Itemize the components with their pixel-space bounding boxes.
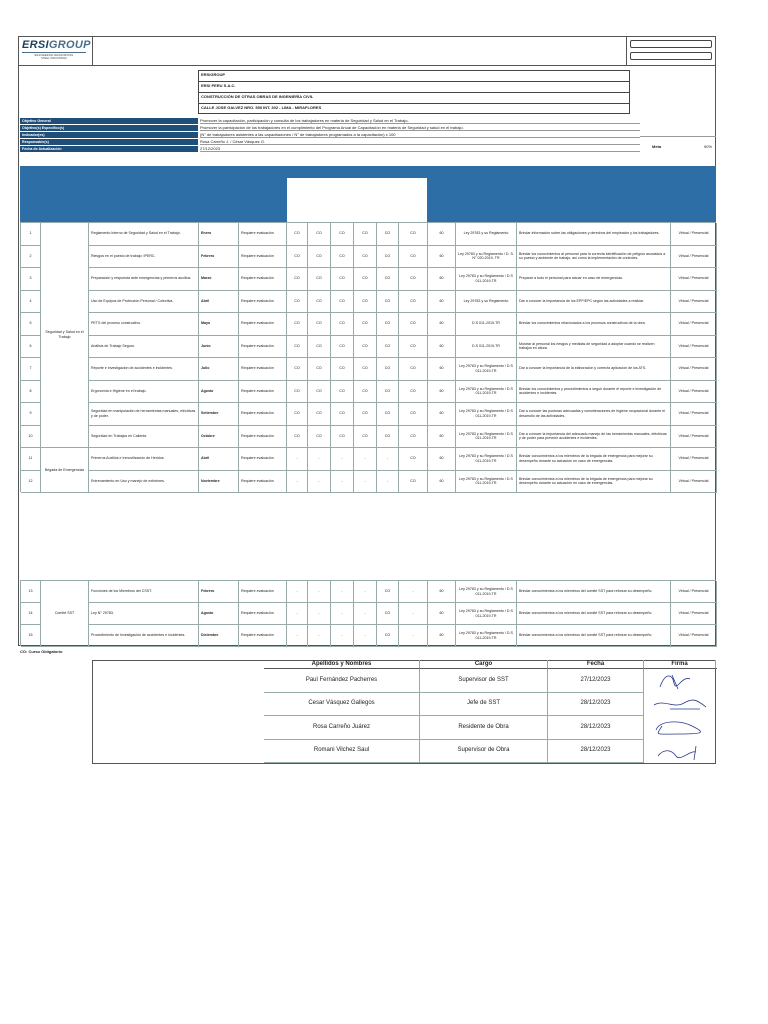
cell-obj: Mostrar al personal los riesgos y medidas de seguridad a adoptar cuando se realicen trabajos en altura. (517, 336, 671, 359)
cell-mode: Virtual / Presencial (671, 223, 717, 246)
cell-month: Noviembre (199, 471, 239, 494)
cell-c0: CO (287, 313, 308, 336)
cell-c4: CO (377, 426, 399, 449)
cell-c1: CO (308, 358, 331, 381)
cell-n: 3 (21, 268, 41, 291)
responsible-label: Responsable(s) (20, 139, 198, 145)
cell-law: Ley 29783 y su Reglamento / D.S 011-2019-TR (456, 426, 517, 449)
cell-c3: CO (354, 291, 377, 314)
cell-c5: CO (399, 223, 428, 246)
cell-eval: Requiere evaluación (239, 336, 287, 359)
cell-topic: PETS del proceso constructivo. (89, 313, 199, 336)
cell-law: Ley 29783 y su Reglamento / D.S 011-2019-TR (456, 268, 517, 291)
company-sep-1 (199, 81, 629, 82)
sig-date: 28/12/2023 (548, 693, 644, 717)
signature-rows (92, 660, 716, 764)
handwritten-signature (650, 742, 710, 762)
cell-law: Ley 29783 y su Reglamento / D.S 011-2019-TR (456, 358, 517, 381)
header-subcells (287, 178, 427, 222)
sig-role: Residente de Obra (420, 716, 548, 740)
cell-n: 11 (21, 448, 41, 471)
cell-c2: CO (331, 313, 354, 336)
cell-n: 2 (21, 246, 41, 269)
cell-n: 15 (21, 625, 41, 647)
cell-c3: CO (354, 246, 377, 269)
logo-brand-b: GROUP (48, 39, 91, 51)
cell-month: Diciembre (199, 625, 239, 647)
cell-topic: Reporte e investigación de accidentes e incidentes. (89, 358, 199, 381)
cell-min: 60 (428, 448, 456, 471)
cell-c1: - (308, 471, 331, 494)
company-line-2: ERSI PERU S.A.C. (201, 83, 236, 88)
cell-c2: CO (331, 336, 354, 359)
cell-law: Ley 29783 y su Reglamento / D.S 011-2019-TR (456, 603, 517, 625)
cell-c5: - (399, 581, 428, 603)
cell-c1: CO (308, 336, 331, 359)
cell-c0: - (287, 471, 308, 494)
cell-c5: CO (399, 403, 428, 426)
cell-c3: CO (354, 313, 377, 336)
cell-eval: Requiere evaluación (239, 246, 287, 269)
objective-general-label: Objetivo General (20, 118, 198, 124)
cell-month: Agosto (199, 603, 239, 625)
cell-law: D.S 011-2019-TR (456, 336, 517, 359)
cell-c0: CO (287, 426, 308, 449)
cell-eval: Requiere evaluación (239, 603, 287, 625)
cell-eval: Requiere evaluación (239, 426, 287, 449)
cell-c2: CO (331, 223, 354, 246)
cell-min: 60 (428, 471, 456, 494)
cell-obj: Brindar conocimientos a los miembros del comité SST para reforzar su desempeño. (517, 603, 671, 625)
cell-c3: CO (354, 336, 377, 359)
company-sep-2 (199, 92, 629, 93)
cell-topic: Procedimiento de Investigación de accidentes e incidentes. (89, 625, 199, 647)
cell-c1: CO (308, 246, 331, 269)
cell-c4: CO (377, 268, 399, 291)
cell-law: Ley 29783 y su Reglamento / D.S 011-2019-TR (456, 448, 517, 471)
handwritten-signature (650, 695, 710, 715)
cell-topic: Seguridad en manipulación de herramientas manuales, eléctricas y de poder. (89, 403, 199, 426)
cell-mode: Virtual / Presencial (671, 403, 717, 426)
cell-min: 60 (428, 403, 456, 426)
cell-c0: CO (287, 223, 308, 246)
header-right-divider (626, 36, 627, 66)
meta-value: 90% (704, 144, 713, 149)
cell-c1: CO (308, 268, 331, 291)
cell-mode: Virtual / Presencial (671, 313, 717, 336)
cell-c0: CO (287, 403, 308, 426)
cell-month: Febrero (199, 246, 239, 269)
update-date-value: 27/12/2023 (200, 146, 640, 152)
cell-n: 8 (21, 381, 41, 404)
cell-mode: Virtual / Presencial (671, 603, 717, 625)
cell-c0: CO (287, 381, 308, 404)
cell-min: 60 (428, 223, 456, 246)
cell-c3: CO (354, 268, 377, 291)
cell-month: Agosto (199, 381, 239, 404)
cell-obj: Brindar conocimientos a los miembros de la brigada de emergencia para mejorar su desempeño durante su actuación en caso de emergencias. (517, 448, 671, 471)
cell-min: 60 (428, 603, 456, 625)
doc-code-box-2 (630, 52, 712, 60)
cell-month: Enero (199, 223, 239, 246)
cell-c3: - (354, 581, 377, 603)
cell-mode: Virtual / Presencial (671, 268, 717, 291)
cell-obj: Dar a conocer la importancia de los EPP/EPC según las actividades a realizar. (517, 291, 671, 314)
sig-role: Supervisor de Obra (420, 740, 548, 764)
cell-c3: CO (354, 358, 377, 381)
cell-c0: - (287, 581, 308, 603)
sig-date: 27/12/2023 (548, 669, 644, 693)
cell-c3: - (354, 448, 377, 471)
cell-c5: - (399, 625, 428, 647)
cell-obj: Brindar los conocimientos al personal para la correcta identificación de peligros asociados a su puesto y ambiente de trabajo, así como la implementación de controles. (517, 246, 671, 269)
cell-eval: Requiere evaluación (239, 291, 287, 314)
cell-obj: Dar a conocer la importancia de la elaboración y correcta aplicación de los ATS. (517, 358, 671, 381)
company-sep-3 (199, 103, 629, 104)
cell-c4: CO (377, 223, 399, 246)
cell-law: D.S 011-2019-TR (456, 313, 517, 336)
cell-month: Mayo (199, 313, 239, 336)
cell-c3: - (354, 471, 377, 494)
cell-min: 60 (428, 336, 456, 359)
cell-topic: Entrenamiento en Uso y manejo de extintores. (89, 471, 199, 494)
cell-n: 5 (21, 313, 41, 336)
cell-n: 6 (21, 336, 41, 359)
sig-header-role: Cargo (420, 660, 548, 669)
objectives-block (20, 118, 716, 162)
cell-c0: CO (287, 268, 308, 291)
cell-law: Ley 29783 y su Reglamento / D.S 011-2019-TR (456, 581, 517, 603)
cell-c0: - (287, 625, 308, 647)
cell-c3: - (354, 625, 377, 647)
cell-c1: CO (308, 426, 331, 449)
logo-brand-a: ERSI (22, 39, 49, 51)
cell-c5: CO (399, 426, 428, 449)
cell-n: 7 (21, 358, 41, 381)
cell-c4: CO (377, 581, 399, 603)
indicator-label: Indicador(es) (20, 132, 198, 138)
cell-mode: Virtual / Presencial (671, 426, 717, 449)
cell-min: 60 (428, 291, 456, 314)
cell-obj: Brindar conocimientos a los miembros del comité SST para reforzar su desempeño. (517, 625, 671, 647)
handwritten-signature (650, 671, 710, 691)
cell-c2: CO (331, 268, 354, 291)
cell-c2: CO (331, 246, 354, 269)
cell-c5: - (399, 603, 428, 625)
cell-c1: - (308, 625, 331, 647)
cell-c1: CO (308, 403, 331, 426)
legend-note: CO: Curso Obligatorio (20, 649, 63, 654)
training-table-committee (20, 580, 716, 646)
cell-month: Julio (199, 358, 239, 381)
cell-topic: Análisis de Trabajo Seguro. (89, 336, 199, 359)
meta-label: Meta (652, 144, 662, 149)
cell-topic: Primeros Auxilios e Inmovilización de Heridos. (89, 448, 199, 471)
cell-min: 60 (428, 426, 456, 449)
cell-c5: CO (399, 246, 428, 269)
indicator-value: (N° de trabajadores asistentes a las capacitaciones / N° de trabajadores programados a la capacitación) x 100 (200, 132, 640, 138)
cell-c5: CO (399, 313, 428, 336)
cell-c0: CO (287, 246, 308, 269)
cell-c2: - (331, 603, 354, 625)
cell-c1: CO (308, 223, 331, 246)
cell-month: Junio (199, 336, 239, 359)
sig-name: Romani Vilchez Saul (264, 740, 420, 764)
cell-c2: - (331, 581, 354, 603)
sig-date: 28/12/2023 (548, 716, 644, 740)
cell-min: 60 (428, 381, 456, 404)
sig-role: Jefe de SST (420, 693, 548, 717)
cell-c4: CO (377, 403, 399, 426)
company-block (198, 70, 630, 114)
cell-c0: - (287, 448, 308, 471)
cell-eval: Requiere evaluación (239, 625, 287, 647)
cell-obj: Dar a conocer las posturas adecuadas y consideraciones de higiene ocupacional durante el desarrollo de las actividades. (517, 403, 671, 426)
cell-c4: - (377, 471, 399, 494)
cell-n: 4 (21, 291, 41, 314)
cell-law: Ley 29783 y su Reglamento / D.S 011-2019-TR (456, 625, 517, 647)
cell-c4: CO (377, 336, 399, 359)
group-brigada: Brigada de Emergencias (41, 448, 89, 493)
cell-month: Febrero (199, 581, 239, 603)
cell-c1: CO (308, 381, 331, 404)
header-box (18, 36, 716, 66)
cell-month: Octubre (199, 426, 239, 449)
cell-topic: Preparación y respuesta ante emergencias y primeros auxilios. (89, 268, 199, 291)
cell-eval: Requiere evaluación (239, 358, 287, 381)
cell-c4: CO (377, 313, 399, 336)
cell-c5: CO (399, 448, 428, 471)
company-line-3: CONSTRUCCIÓN DE OTRAS OBRAS DE INGENIERÍA CIVIL (201, 94, 314, 99)
cell-mode: Virtual / Presencial (671, 448, 717, 471)
cell-c1: - (308, 603, 331, 625)
cell-mode: Virtual / Presencial (671, 358, 717, 381)
cell-c2: - (331, 471, 354, 494)
cell-c2: - (331, 625, 354, 647)
objective-general-value: Promover la capacitación, participación y consulta de los trabajadores en materia de Seguridad y Salud en el Trabajo. (200, 118, 640, 124)
company-line-1: ERSIGROUP (201, 72, 226, 77)
logo-tagline-1: ENGINEERING REINFORCING (34, 54, 74, 57)
cell-topic: Reglamento Interno de Seguridad y Salud en el Trabajo. (89, 223, 199, 246)
sig-header-name: Apellidos y Nombres (264, 660, 420, 669)
cell-obj: Brindar conocimientos a los miembros del comité SST para reforzar su desempeño. (517, 581, 671, 603)
cell-obj: Brindar información sobre las obligaciones y derechos del empleador y los trabajadores. (517, 223, 671, 246)
cell-topic: Uso de Equipos de Protección Personal / Colectiva. (89, 291, 199, 314)
cell-c1: CO (308, 313, 331, 336)
logo-divider (92, 36, 93, 66)
cell-mode: Virtual / Presencial (671, 246, 717, 269)
cell-month: Marzo (199, 268, 239, 291)
cell-c4: CO (377, 603, 399, 625)
cell-eval: Requiere evaluación (239, 403, 287, 426)
meta-sep (640, 136, 716, 137)
objective-specific-label: Objetivo(s) Específico(s) (20, 125, 198, 131)
cell-c1: - (308, 448, 331, 471)
cell-mode: Virtual / Presencial (671, 381, 717, 404)
cell-eval: Requiere evaluación (239, 268, 287, 291)
cell-month: Setiembre (199, 403, 239, 426)
cell-c3: CO (354, 223, 377, 246)
cell-law: Ley 29783 y su Reglamento / D.S 011-2019-TR (456, 381, 517, 404)
objective-specific-value: Promover la participación de los trabajadores en el cumplimiento del Programa Anual de Capacitación en materia de Seguridad y salud en el trabajo. (200, 125, 640, 131)
group-sst: Seguridad y Salud en el Trabajo (41, 223, 89, 448)
cell-month: Abril (199, 448, 239, 471)
cell-c5: CO (399, 471, 428, 494)
cell-n: 14 (21, 603, 41, 625)
cell-min: 60 (428, 246, 456, 269)
cell-c0: CO (287, 336, 308, 359)
cell-c5: CO (399, 358, 428, 381)
sig-header-date: Fecha (548, 660, 644, 669)
cell-topic: Seguridad en Trabajos en Caliente. (89, 426, 199, 449)
sig-name: Cesar Vásquez Gallegos (264, 693, 420, 717)
cell-c0: CO (287, 358, 308, 381)
cell-law: Ley 29783 y su Reglamento / D.S 011-2019-TR (456, 403, 517, 426)
sig-header-sign: Firma (644, 660, 716, 669)
cell-c2: CO (331, 403, 354, 426)
cell-obj: Preparar a todo el personal para actuar en caso de emergencias. (517, 268, 671, 291)
cell-c2: CO (331, 381, 354, 404)
cell-mode: Virtual / Presencial (671, 471, 717, 494)
cell-c1: - (308, 581, 331, 603)
cell-c3: CO (354, 426, 377, 449)
cell-eval: Requiere evaluación (239, 448, 287, 471)
company-line-4: CALLE JOSE GALVEZ NRO. 550 INT. 302 - LIMA - MIRAFLORES (201, 105, 322, 110)
cell-n: 10 (21, 426, 41, 449)
cell-c4: CO (377, 381, 399, 404)
cell-law: Ley 29783 y su Reglamento (456, 223, 517, 246)
cell-eval: Requiere evaluación (239, 581, 287, 603)
responsible-value: Rosa Carreño J. / César Vásquez G. (200, 139, 640, 145)
cell-mode: Virtual / Presencial (671, 336, 717, 359)
cell-c5: CO (399, 381, 428, 404)
cell-n: 9 (21, 403, 41, 426)
cell-c5: CO (399, 291, 428, 314)
cell-mode: Virtual / Presencial (671, 291, 717, 314)
cell-eval: Requiere evaluación (239, 471, 287, 494)
cell-c3: CO (354, 403, 377, 426)
handwritten-signature (650, 718, 710, 738)
cell-obj: Brindar conocimientos a los miembros de la brigada de emergencia para mejorar su desempeño durante su actuación en caso de emergencias. (517, 471, 671, 494)
cell-n: 12 (21, 471, 41, 494)
cell-min: 60 (428, 358, 456, 381)
cell-obj: Brindar los conocimientos relacionados a los procesos constructivos de la obra. (517, 313, 671, 336)
cell-n: 1 (21, 223, 41, 246)
cell-topic: Riesgos en el puesto de trabajo: IPERC. (89, 246, 199, 269)
cell-c4: CO (377, 246, 399, 269)
cell-mode: Virtual / Presencial (671, 625, 717, 647)
cell-obj: Dar a conocer la importancia del adecuado manejo de las herramientas manuales, eléctricas y de poder para prevenir accidentes e incidentes. (517, 426, 671, 449)
cell-topic: Funciones de los Miembros del CSST. (89, 581, 199, 603)
cell-c3: - (354, 603, 377, 625)
cell-c0: CO (287, 291, 308, 314)
cell-min: 60 (428, 581, 456, 603)
cell-c4: CO (377, 358, 399, 381)
cell-c4: - (377, 448, 399, 471)
cell-c4: CO (377, 291, 399, 314)
sig-role: Supervisor de SST (420, 669, 548, 693)
sig-name: Paul Fernández Pacherres (264, 669, 420, 693)
cell-n: 13 (21, 581, 41, 603)
cell-law: Ley 29783 y su Reglamento (456, 291, 517, 314)
cell-c1: CO (308, 291, 331, 314)
cell-c2: CO (331, 426, 354, 449)
sig-name: Rosa Carreño Juárez (264, 716, 420, 740)
cell-mode: Virtual / Presencial (671, 581, 717, 603)
logo-tagline-2: STEEL INDUSTRIES (41, 57, 67, 60)
cell-c0: - (287, 603, 308, 625)
cell-c4: CO (377, 625, 399, 647)
cell-c2: - (331, 448, 354, 471)
cell-c2: CO (331, 358, 354, 381)
logo-underline (22, 52, 86, 53)
cell-min: 60 (428, 625, 456, 647)
cell-min: 60 (428, 268, 456, 291)
sig-date: 28/12/2023 (548, 740, 644, 764)
cell-c3: CO (354, 381, 377, 404)
cell-topic: Ergonomía e Higiene en el trabajo. (89, 381, 199, 404)
cell-min: 60 (428, 313, 456, 336)
cell-eval: Requiere evaluación (239, 313, 287, 336)
cell-eval: Requiere evaluación (239, 381, 287, 404)
cell-law: Ley 29783 y su Reglamento / D.S 011-2019-TR (456, 471, 517, 494)
update-date-label: Fecha de Actualización (20, 146, 198, 152)
cell-c5: CO (399, 268, 428, 291)
cell-month: Abril (199, 291, 239, 314)
logo (22, 39, 90, 63)
training-table-main (20, 222, 716, 492)
cell-topic: Ley N° 29783. (89, 603, 199, 625)
cell-c5: CO (399, 336, 428, 359)
cell-law: Ley 29783 y su Reglamento / D. S. N° 020-2019- TR (456, 246, 517, 269)
doc-code-box-1 (630, 40, 712, 48)
group-committee: Comité SST (41, 581, 89, 647)
cell-eval: Requiere evaluación (239, 223, 287, 246)
cell-obj: Brindar los conocimientos y procedimientos a seguir durante el reporte e investigación de accidentes e incidentes. (517, 381, 671, 404)
cell-c2: CO (331, 291, 354, 314)
